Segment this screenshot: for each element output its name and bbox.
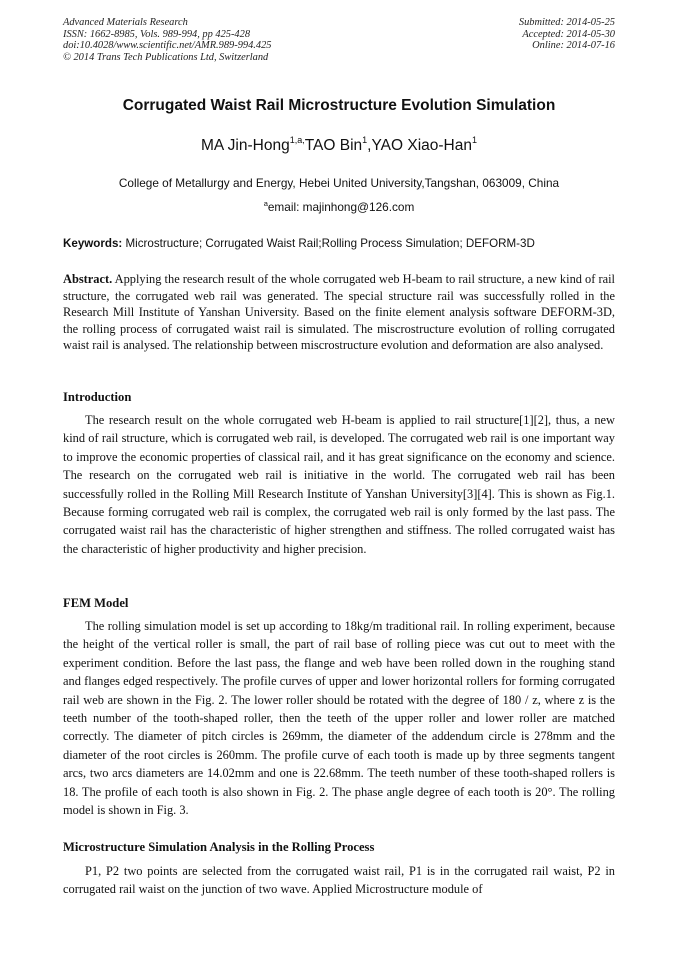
contact-email (0, 200, 678, 214)
submitted-date: Submitted: 2014-05-25 (518, 17, 615, 28)
accepted-date: Accepted: 2014-05-30 (522, 28, 615, 40)
paper-title: Corrugated Waist Rail Microstructure Evolution Simulation (122, 97, 556, 114)
section-heading-fem-model: FEM Model (63, 596, 129, 610)
keywords-text: Microstructure; Corrugated Waist Rail;Rolling Process Simulation; DEFORM-3D (122, 237, 535, 250)
author-name: YAO Xiao-Han (371, 137, 472, 154)
author-affiliation-mark: 1,a, (289, 135, 305, 145)
keywords (63, 237, 615, 250)
journal-info (63, 17, 271, 63)
author-affiliation: College of Metallurgy and Energy, Hebei United University,Tangshan, 063009, China (118, 176, 560, 190)
section-heading-microstructure: Microstructure Simulation Analysis in the Rolling Process (63, 840, 375, 854)
email-mark: a (263, 199, 268, 208)
abstract-text: Applying the research result of the whole corrugated web H-beam to rail structure, a new kind of rail structure, the corrugated web rail was generated. The special structure rail was successfully rolled in the Research Mill Institute of Yanshan University. Based on the finite element analysis software DEFORM-3D, the rolling process of corrugated waist rail is simulated. The miscrostructure evolution of rolling corrugated waist rail is analysed. The relationship between miscrostructure evolution and deformation are also analysed. (63, 272, 615, 353)
email-text: email: majinhong@126.com (267, 200, 415, 214)
fem-model-paragraph: The rolling simulation model is set up according to 18kg/m traditional rail. In rolling experiment, because the height of the vertical roller is small, the part of rail base of rolling piece was cut out to meet with the experiment condition. Before the last pass, the flange and web have been rolled down in the roughing stand and flanges edged respectively. The profile curves of upper and lower horizontal rollers for forming corrugated rail web are shown in the Fig. 2. The lower roller should be rotated with the degree of 180 / z, where z is the teeth number of the tooth-shaped roller, then the teeth of the upper roller and lower roller are matched correctly. The diameter of pitch circles is 269mm, the diameter of the addendum circle is 278mm and the diameter of the root circles is 260mm. The profile curve of each tooth is made up by three segments tangent arcs, two arcs diameters are 14.02mm and one is 22.68mm. The teeth number of these tooth-shaped rollers is 18. The profile of each tooth is also shown in Fig. 2. The phase angle degree of each tooth is 20°. The rolling model is shown in Fig. 3. (63, 619, 615, 818)
introduction-paragraph: The research result on the whole corrugated web H-beam is applied to rail structure[1][2], thus, a new kind of rail structure, which is corrugated web rail, is developed. The corrugated web rail is one important way to improve the economic properties of classical rail, and it has great significance on the economy and science. The research on the corrugated web rail is initiative in the world. The corrugated web rail has been successfully rolled in the Rolling Mill Research Institute of Yanshan University[3][4]. This is shown as Fig.1. Because forming corrugated web rail is complex, the corrugated web rail is only formed by the last pass. The corrugated waist rail has the characteristic of higher strengthen and stiffness. The rolled corrugated waist has the characteristic of higher productivity and higher precision. (63, 413, 615, 556)
online-date: Online: 2014-07-16 (532, 40, 615, 52)
author-name: TAO Bin (304, 137, 363, 154)
abstract (63, 271, 615, 354)
author-affiliation-mark: 1 (362, 135, 368, 145)
journal-doi: doi:10.4028/www.scientific.net/AMR.989-994.425 (63, 40, 272, 52)
publication-dates (519, 17, 615, 52)
abstract-label: Abstract. (63, 272, 113, 286)
journal-issn: ISSN: 1662-8985, Vols. 989-994, pp 425-428 (63, 28, 251, 40)
keywords-label: Keywords: (63, 237, 123, 250)
microstructure-paragraph: P1, P2 two points are selected from the corrugated waist rail, P1 is in the corrugated rail waist, P2 in corrugated rail waist on the junction of two wave. Applied Microstructure module of (63, 864, 615, 897)
author-name: MA Jin-Hong (200, 137, 290, 154)
section-heading-introduction: Introduction (63, 390, 132, 404)
copyright-notice: © 2014 Trans Tech Publications Ltd, Switzerland (63, 51, 269, 63)
author-affiliation-mark: 1 (472, 135, 478, 145)
journal-name: Advanced Materials Research (63, 17, 188, 28)
author-list: MA Jin-Hong$^{1,a,}$TAO Bin$^1$,YAO Xiao-Han$^1$ (200, 135, 478, 154)
